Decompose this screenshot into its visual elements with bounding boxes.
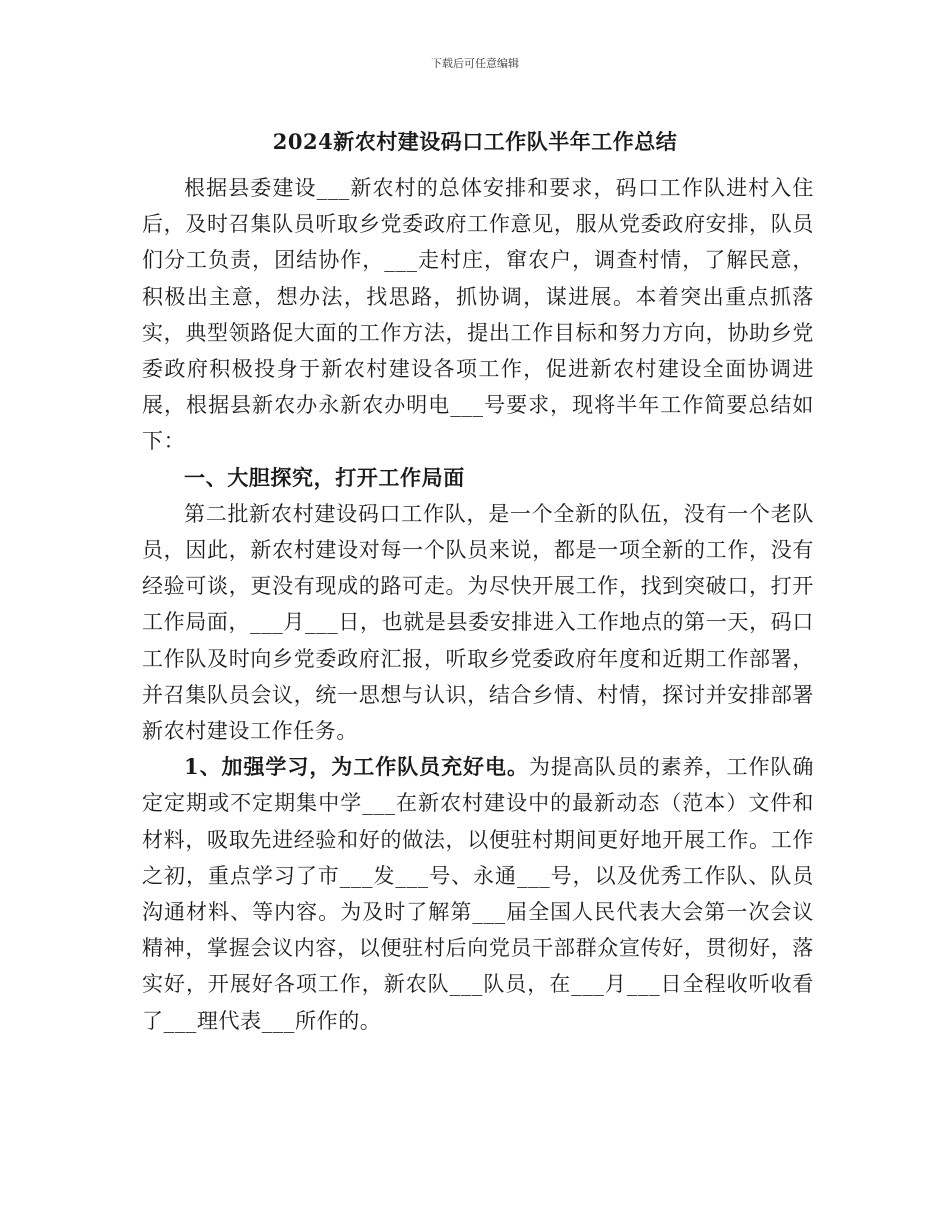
subsection-1-heading: 1、加强学习，为工作队员充好电。 xyxy=(184,754,529,780)
header-note: 下载后可任意编辑 xyxy=(431,57,519,70)
document-body xyxy=(142,170,814,1039)
subsection-1-body: 为提高队员的素养，工作队确定定期或不定期集中学___在新农村建设中的最新动态（范本）文件和材料，吸取先进经验和好的做法，以便驻村期间更好地开展工作。工作之初，重点学习了市___发___号、永通___号，以及优秀工作队、队员沟通材料、等内容。为及时了解第___届全国人民代表大会第一次会议精神，掌握会议内容，以便驻村后向党员干部群众宣传好，贯彻好，落实好，开展好各项工作，新农队___队员，在___月___日全程收听收看了___理代表___所作的。 xyxy=(142,755,814,1033)
section-heading-1: 一、大胆探究，打开工作局面 xyxy=(184,464,465,490)
subsection-1-paragraph xyxy=(142,749,814,1039)
intro-paragraph: 根据县委建设___新农村的总体安排和要求，码口工作队进村入住后，及时召集队员听取乡党委政府工作意见，服从党委政府安排，队员们分工负责，团结协作，___走村庄，窜农户，调查村情，了解民意，积极出主意，想办法，找思路，抓协调，谋进展。本着突出重点抓落实，典型领路促大面的工作方法，提出工作目标和努力方向，协助乡党委政府积极投身于新农村建设各项工作，促进新农村建设全面协调进展，根据县新农办永新农办明电___号要求，现将半年工作简要总结如下： xyxy=(142,176,814,454)
section-1-paragraph: 第二批新农村建设码口工作队，是一个全新的队伍，没有一个老队员，因此，新农村建设对每一个队员来说，都是一项全新的工作，没有经验可谈，更没有现成的路可走。为尽快开展工作，找到突破口，打开工作局面，___月___日，也就是县委安排进入工作地点的第一天，码口工作队及时向乡党委政府汇报，听取乡党委政府年度和近期工作部署，并召集队员会议，统一思想与认识，结合乡情、村情，探讨并安排部署新农村建设工作任务。 xyxy=(142,501,814,744)
document-title: 2024新农村建设码口工作队半年工作总结 xyxy=(272,129,678,154)
